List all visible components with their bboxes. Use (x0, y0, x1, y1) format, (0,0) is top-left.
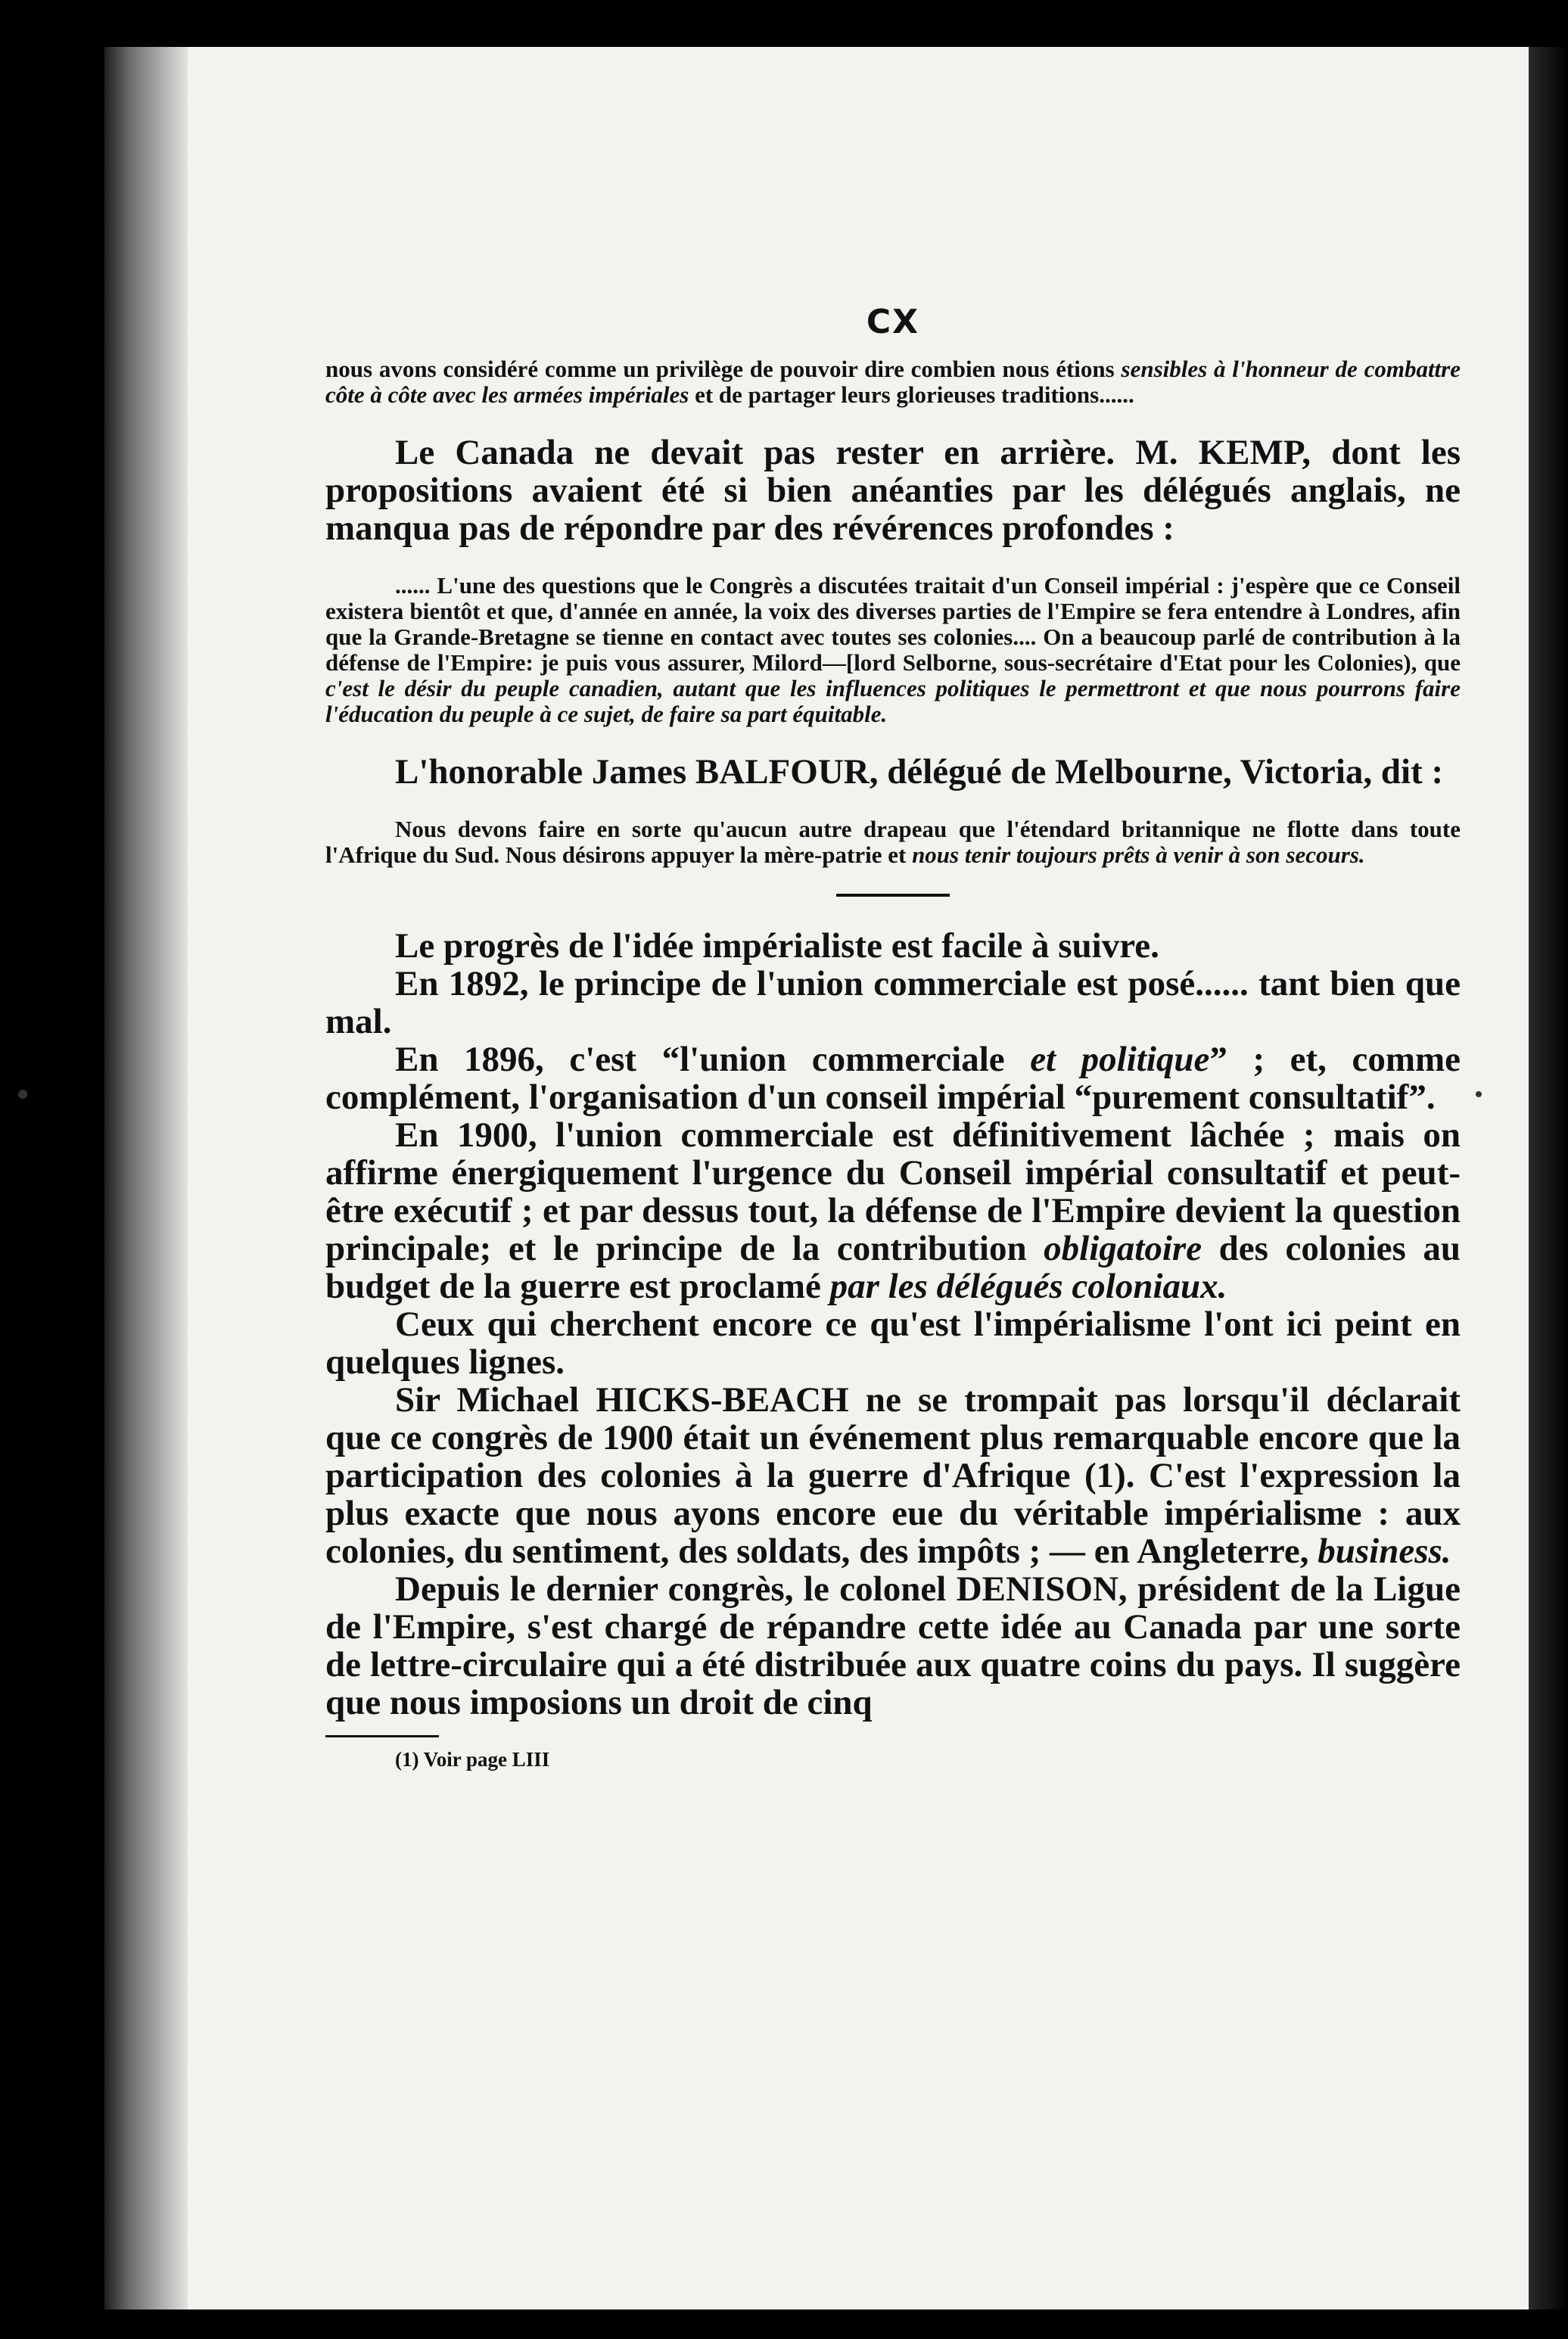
paragraph-balfour: L'honorable James BALFOUR, délégué de Melbourne, Victoria, dit : (395, 752, 1444, 792)
page-content (325, 303, 1461, 1771)
page-number: CX (866, 303, 920, 341)
page-binding-shadow (104, 47, 188, 2309)
paragraph-hicks-beach: Sir Michael HICKS-BEACH ne se trompait pas lorsqu'il déclarait que ce congrès de 1900 était un événement plus remarquable encore que la participation des colonies à la guerre d'Afrique (1). C'est l'expression la plus exacte que nous ayons encore eue du véritable impérialisme : aux colonies, du sentiment, des soldats, des impôts ; — en Angleterre, business. (325, 1380, 1461, 1571)
footnote-rule (325, 1735, 439, 1737)
quote-kemp: ...... L'une des questions que le Congrès a discutées traitait d'un Conseil impérial : j'espère que ce Conseil existera bientôt et que, d'année en année, la voix des diverses parties de l'Empire se fera entendre à Londres, afin que la Grande-Bretagne se tienne en contact avec toutes ses colonies.... On a beaucoup parlé de contribution à la défense de l'Empire: je puis vous assurer, Milord—[lord Selborne, sous-secrétaire d'Etat pour les Colonies), que c'est le désir du peuple canadien, autant que les influences politiques le permettront et que nous pourrons faire l'éducation du peuple à ce sujet, de faire sa part équitable. (325, 572, 1461, 727)
paragraph-1896: En 1896, c'est “l'union commerciale et politique” ; et, comme complément, l'organisation d'un conseil impérial “purement consultatif”. (325, 1040, 1461, 1117)
paragraph-1892: En 1892, le principe de l'union commerciale est posé...... tant bien que mal. (325, 964, 1461, 1041)
paragraph-1900: En 1900, l'union commerciale est définitivement lâchée ; mais on affirme énergiquement l'urgence du Conseil impérial consultatif et peut-être exécutif ; et par dessus tout, la défense de l'Empire devient la question principale; et le principe de la contribution obligatoire des colonies au budget de la guerre est proclamé par les délégués coloniaux. (325, 1115, 1461, 1306)
section-divider (836, 894, 950, 897)
footnote: (1) Voir page LIII (395, 1748, 550, 1771)
paragraph-progress: Le progrès de l'idée impérialiste est facile à suivre. (395, 926, 1159, 966)
paragraph-denison: Depuis le dernier congrès, le colonel DENISON, président de la Ligue de l'Empire, s'est chargé de répandre cette idée au Canada par une sorte de lettre-circulaire qui a été distribuée aux quatre coins du pays. Il suggère que nous imposions un droit de cinq (325, 1569, 1461, 1722)
paragraph-imperialism: Ceux qui cherchent encore ce qu'est l'impérialisme l'ont ici peint en quelques lignes. (325, 1305, 1461, 1382)
paragraph-quote-continued: nous avons considéré comme un privilège de pouvoir dire combien nous étions sensibles à l'honneur de combattre côte à côte avec les armées impériales et de partager leurs glorieuses traditions...... (325, 356, 1461, 408)
paragraph-kemp: Le Canada ne devait pas rester en arrière. M. KEMP, dont les propositions avaient été si bien anéanties par les délégués anglais, ne manqua pas de répondre par des révérences profondes : (325, 433, 1461, 548)
margin-speck (18, 1090, 27, 1099)
margin-speck (1476, 1091, 1482, 1097)
quote-balfour: Nous devons faire en sorte qu'aucun autre drapeau que l'étendard britannique ne flotte dans toute l'Afrique du Sud. Nous désirons appuyer la mère-patrie et nous tenir toujours prêts à venir à son secours. (325, 816, 1461, 868)
page-edge-shadow (1529, 47, 1568, 2309)
